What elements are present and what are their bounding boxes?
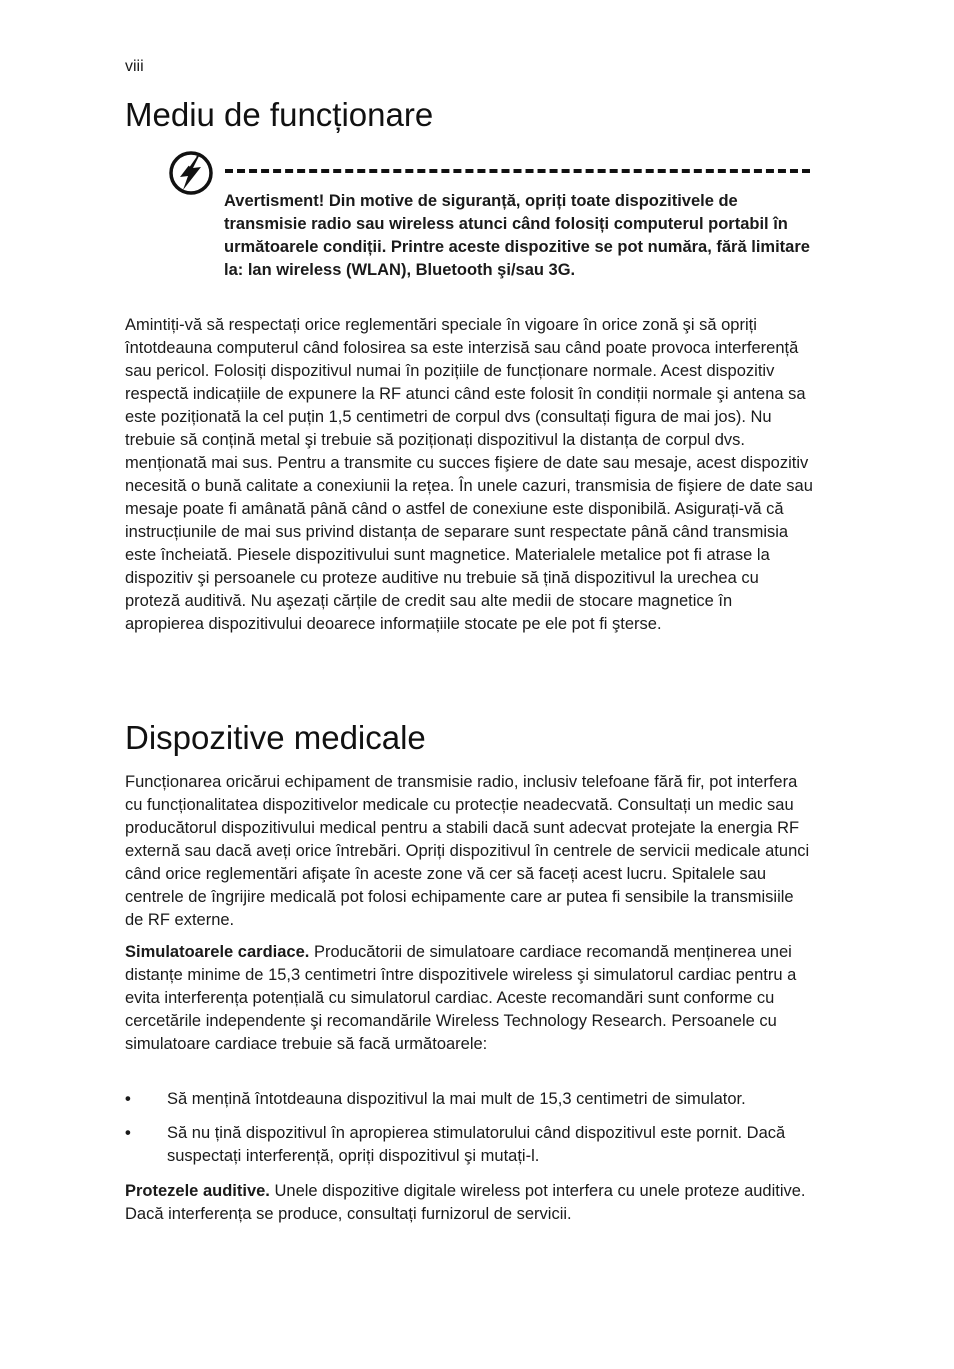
hearing-aids-lead: Protezele auditive. [125, 1182, 270, 1200]
warning-text: Avertisment! Din motive de siguranță, opriți toate dispozitivele de transmisie radio sau wireless atunci când folosiți computerul portabil în următoarele condiții. Printre aceste dispozitive se pot număra, fără limitare la: lan wireless (WLAN), Bluetooth şi/sau 3G. [224, 192, 810, 279]
pacemakers-paragraph [125, 941, 815, 1056]
bullet-marker: • [125, 1090, 131, 1108]
pacemakers-lead: Simulatoarele cardiace. [125, 943, 310, 961]
operating-environment-paragraph: Amintiți-vă să respectați orice reglementări speciale în vigoare în orice zonă şi să opriți întotdeauna computerul când folosirea sa este interzisă sau când poate provoca interferență sau pericol. Folosiți dispozitivul numai în pozițiile de funcționare normale. Acest dispozitiv respectă indicațiile de expunere la RF atunci când este folosit în condiții normale şi antena sa este poziționată la cel puțin 1,5 centimetri de corpul dvs (consultați figura de mai jos). Nu trebuie să conțină metal şi trebuie să poziționați dispozitivul la distanța de corpul dvs. menționată mai sus. Pentru a transmite cu succes fişiere de date sau mesaje, acest dispozitiv necesită o bună calitate a conexiunii la rețea. În unele cazuri, transmisia de fişiere de date sau mesaje poate fi amânată până când o astfel de conexiune este disponibilă. Asigurați-vă că instrucțiunile de mai sus privind distanța de separare sunt respectate până când transmisia este încheiată. Piesele dispozitivului sunt magnetice. Materialele metalice pot fi atrase la dispozitiv şi persoanele cu proteze auditive nu trebuie să țină dispozitivul la urechea cu proteză auditivă. Nu aşezați cărțile de credit sau alte medii de stocare magnetice în apropierea dispozitivului deoarece informațiile stocate pe ele pot fi şterse. [125, 316, 813, 633]
page-number: viii [125, 58, 144, 75]
medical-devices-intro: Funcționarea oricărui echipament de transmisie radio, inclusiv telefoane fără fir, pot interfera cu funcționalitatea dispozitivelor medicale cu protecție neadecvată. Consultați un medic sau producătorul dispozitivului medical pentru a stabili dacă sunt adecvat protejate la energia RF externă sau dacă aveți orice întrebări. Opriți dispozitivul în centrele de servicii medicale atunci când orice reglementări afişate în aceste zone vă cer să faceți acest lucru. Spitalele sau centrele de îngrijire medicală pot folosi echipamente care ar putea fi sensibile la transmisiile de RF externe. [125, 773, 810, 929]
section-title-medical-devices: Dispozitive medicale [125, 719, 426, 756]
bullet-text: Să mențină întotdeauna dispozitivul la mai mult de 15,3 centimetri de simulator. [167, 1090, 746, 1108]
bullet-text: Să nu țină dispozitivul în apropierea stimulatorului când dispozitivul este pornit. Dacă suspectați interferență, opriți dispozitivul şi mutați-l. [167, 1124, 786, 1165]
bullet-marker: • [125, 1124, 131, 1142]
pacemakers-text: Producătorii de simulatoare cardiace recomandă menținerea unei distanțe minime de 15,3 centimetri între dispozitivele wireless şi simulatorul cardiac pentru a evita interferența potențială cu simulatorul cardiac. Aceste recomandări sunt conforme cu cercetările independente şi recomandările Wireless Technology Research. Persoanele cu simulatoare cardiace trebuie să facă următoarele: [125, 943, 797, 1053]
hearing-aids-paragraph [125, 1180, 815, 1226]
warning-bolt-icon [168, 150, 214, 196]
hearing-aids-text: Unele dispozitive digitale wireless pot interfera cu unele proteze auditive. Dacă interferența se produce, consultați furnizorul de servicii. [125, 1182, 806, 1223]
warning-divider [225, 169, 810, 173]
section-title-operating-environment: Mediu de funcționare [125, 96, 434, 133]
